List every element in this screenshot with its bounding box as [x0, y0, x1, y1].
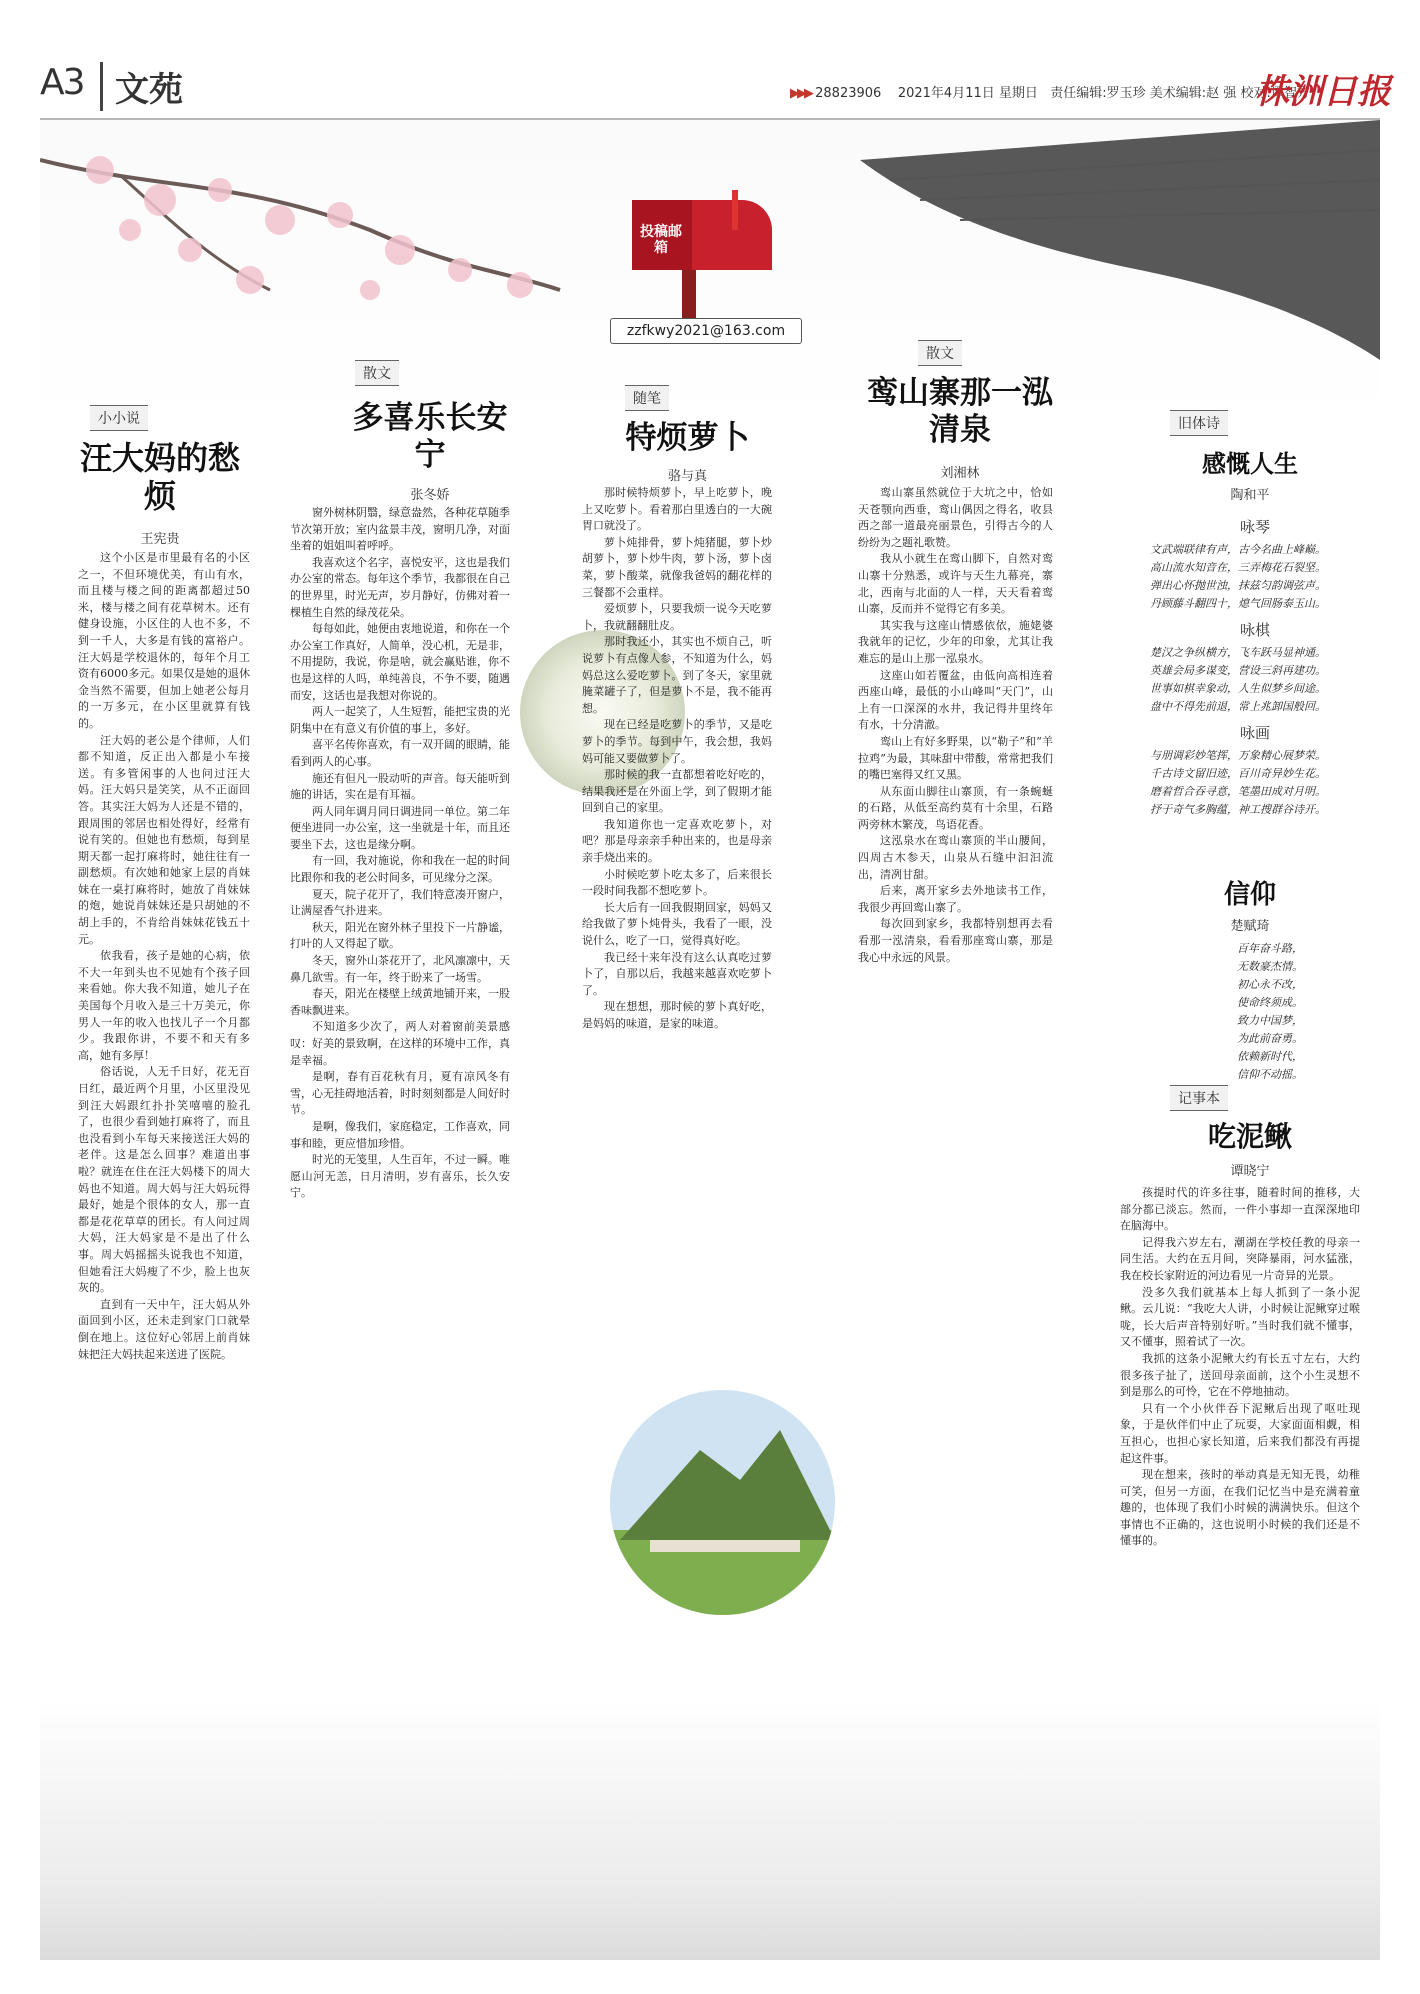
article-body [1120, 1185, 1360, 1785]
poem-line: 信仰不动摇。 [1237, 1068, 1303, 1081]
poem-line: 依赖新时代， [1237, 1050, 1303, 1063]
paragraph: 冬天，窗外山茶花开了，北风凛凛中，天鼻几欲雪。有一年，终于盼来了一场雪。 [290, 954, 510, 984]
article-tag: 旧体诗 [1170, 410, 1228, 436]
paragraph: 萝卜炖排骨，萝卜炖猪腿，萝卜炒胡萝卜，萝卜炒牛肉，萝卜汤，萝卜卤菜，萝卜酸菜，就像我爸妈的翻花样的三餐都不会重样。 [582, 535, 772, 599]
paragraph: 直到有一天中午，汪大妈从外面回到小区，还未走到家门口就晕倒在地上。这位好心邻居上前肖妹妹把汪大妈扶起来送进了医院。 [78, 1297, 250, 1361]
poem-line: 磨着哲合吞寻意，笔墨田成对月明。 [1150, 785, 1326, 798]
article-tag: 散文 [355, 360, 399, 386]
paragraph: 窗外树林阴翳，绿意盎然，各种花草随季节次第开放；室内盆景丰茂，窗明几净，对面坐着的姐姐叫着呼呼。 [290, 506, 510, 553]
article-author: 楚赋琦 [1230, 919, 1270, 934]
poem-line: 盘中不得先前退，常上兆卸国般回。 [1150, 700, 1326, 713]
paragraph: 小时候吃萝卜吃太多了，后来很长一段时间我都不想吃萝卜。 [582, 867, 772, 898]
article-title: 吃泥鳅 [1207, 1120, 1292, 1153]
poem-line: 英雄会局多谋变，营设三斜再建功。 [1150, 664, 1326, 677]
poem-line: 抒于奇气多胸蕴，神工搜群谷诗开。 [1150, 803, 1326, 816]
paragraph: 这泓泉水在鸾山寨顶的半山腰间，四周古木参天，山泉从石缝中汩汩流出，清冽甘甜。 [858, 834, 1053, 881]
paragraph: 孩提时代的许多往事，随着时间的推移，大部分都已淡忘。然而，一件小事却一直深深地印在脑海中。 [1120, 1186, 1360, 1233]
article-title: 特烦萝卜 [625, 420, 750, 456]
poem-line: 千古诗文留旧迹，百川奇异妙生花。 [1150, 767, 1326, 780]
paragraph: 从东面山脚往山寨顶，有一条蜿蜒的石路，从低至高约莫有十余里，石路两旁林木繁茂，鸟语花香。 [858, 784, 1053, 831]
page-number: A3 [40, 62, 84, 103]
poem-subtitle: 咏棋 [1239, 621, 1270, 639]
paragraph: 我已经十来年没有这么认真吃过萝卜了，自那以后，我越来越喜欢吃萝卜了。 [582, 950, 772, 997]
article-author: 陶和平 [1230, 488, 1270, 503]
paragraph: 记得我六岁左右，潮湖在学校任教的母亲一同生活。大约在五月间，突降暴雨，河水猛涨，我在校长家附近的河边看见一片奇异的光景。 [1120, 1235, 1360, 1282]
paragraph: 这个小区是市里最有名的小区之一，不但环境优美，有山有水，而且楼与楼之间的距离都超过50米，楼与楼之间有花草树木。还有健身设施，小区住的人也不多，不到一千人，大多是有钱的富裕户。汪大妈是学校退休的，每年个月工资有6000多元。如果仅是她的退休金当然不需要，但加上她老公每月的一万多元，在小区里就算有钱的。 [78, 551, 250, 730]
paragraph: 爱烦萝卜，只要我烦一说今天吃萝卜，我就翻翻肚皮。 [582, 602, 772, 632]
poem-line: 丹顾藤斗翻四十，熄气回肠泰玉山。 [1150, 597, 1326, 610]
mailbox-illustration [612, 180, 782, 330]
paragraph: 每每如此，她便由衷地说道，和你在一个办公室工作真好，人简单，没心机，无是非，不用提防，我说，你是啥，就会赢贴谁，你不也是这样的人吗，单纯善良，不争不要，随遇而安，这话也是我想对你说的。 [290, 622, 510, 702]
poem-line: 文武端联律有声，古今名曲上峰巅。 [1150, 543, 1326, 556]
paragraph: 每次回到家乡，我都特别想再去看看那一泓清泉，看看那座鸾山寨，那是我心中永远的风景。 [858, 917, 1053, 964]
paragraph: 只有一个小伙伴吞下泥鳅后出现了呕吐现象，于是伙伴们中止了玩耍，大家面面相觑，相互担心，也担心家长知道，后来我们都没有再提起这件事。 [1120, 1401, 1360, 1465]
poem-line: 弹出心怀抛世浊，抹兹匀韵调弦声。 [1150, 579, 1326, 592]
paragraph: 长大后有一回我假期回家，妈妈又给我做了萝卜炖骨头，我看了一眼，没说什么，吃了一口，觉得真好吃。 [582, 900, 772, 948]
submission-email[interactable]: zzfkwy2021@163.com [610, 318, 802, 344]
poem-line: 百年奋斗路， [1237, 942, 1303, 955]
paragraph: 那时候的我一直都想着吃好吃的，结果我还是在外面上学，到了假期才能回到自己的家里。 [582, 768, 772, 815]
poem-group [1150, 510, 1360, 819]
paragraph: 时光的无笺里，人生百年，不过一瞬。唯愿山河无恙，日月清明，岁有喜乐，长久安宁。 [290, 1153, 510, 1200]
paragraph: 其实我与这座山情感依依，施姥婆我就年的记忆，少年的印象，尤其让我难忘的是山上那一泓泉水。 [858, 618, 1053, 665]
mountain-photo [610, 1390, 835, 1615]
poem-subtitle: 咏琴 [1239, 518, 1270, 536]
arrow-icon: ▶▶▶ [790, 86, 811, 101]
article-body [858, 485, 1053, 1785]
paragraph: 我喜欢这个名字，喜悦安平，这也是我们办公室的常态。每年这个季节，我都很在自己的世界里，时光无声，岁月静好，仿佛对着一棵植生自然的绿茂花朵。 [290, 555, 510, 619]
paragraph: 喜平名传你喜欢，有一双开阔的眼睛，能看到两人的心事。 [290, 738, 510, 768]
paragraph: 依我看，孩子是她的心病，依不大一年到头也不见她有个孩子回来看她。你大我不知道，她儿子在美国每个月收入是三十万美元，你男人一年的收入也找儿子一个月都少。我跟你讲，不要不和天有多高，她有多厚！ [78, 949, 250, 1062]
mailbox-sign: 投稿邮箱 [640, 224, 682, 256]
paragraph: 是啊，春有百花秋有月，夏有凉风冬有雪，心无挂碍地活着，时时刻刻都是人间好时节。 [290, 1070, 510, 1117]
article-author: 骆与真 [667, 469, 707, 484]
paragraph: 施还有但凡一股动听的声音。每天能听到施的讲话，实在是有耳福。 [290, 771, 510, 802]
paragraph: 鸾山寨虽然就位于大坑之中，恰如天苍颚向西垂，鸾山偶因之得名，收县西之部一道最亮丽景色，引得古今的人纷纷为之题礼歌赞。 [858, 486, 1053, 549]
paragraph: 鸾山上有好多野果，以“勒子”和“羊拉鸡”为最，其味甜中带酸，常常把我们的嘴巴塞得又红又黑。 [858, 734, 1053, 782]
editors: 责任编辑:罗玉珍 美术编辑:赵 强 校对:谭智方 [1050, 86, 1310, 101]
poem-stanza [1150, 747, 1360, 819]
paragraph: 那时候特烦萝卜，早上吃萝卜，晚上又吃萝卜。看着那白里透白的一大碗胃口就没了。 [582, 486, 772, 533]
paragraph: 是啊，像我们，家庭稳定，工作喜欢，同事和睦，更应惜加珍惜。 [290, 1119, 510, 1150]
article-author: 谭晓宁 [1230, 1164, 1270, 1179]
poem-line: 初心永不改， [1237, 978, 1303, 991]
article-author: 王宪贵 [140, 532, 180, 547]
poem-subtitle: 咏画 [1239, 724, 1270, 742]
header-meta [790, 82, 1310, 101]
paragraph: 俗话说，人无千日好，花无百日红，最近两个月里，小区里没见到汪大妈跟红扑扑笑嘻嘻的脸孔了，也很少看到她打麻将了，而且也没看到小车每天来接送汪大妈的老伴。这是怎么回事？难道出事啦？就连在住在汪大妈楼下的周大妈也不知道。周大妈与汪大妈玩得最好，她是个很体的女人，那一直都是花花草草的团长。有人问过周大妈，汪大妈家是不是出了什么事。周大妈摇摇头说我也不知道，但她看汪大妈瘦了不少，脸上也灰灰的。 [78, 1065, 250, 1295]
section-name: 文苑 [100, 62, 183, 111]
poem-stanza [1150, 644, 1360, 716]
article-title: 鸾山寨那一泓清泉 [867, 375, 1053, 448]
paragraph: 后来，离开家乡去外地读书工作，我很少再回鸾山寨了。 [858, 884, 1053, 914]
paragraph: 不知道多少次了，两人对着窗前美景感叹：好美的景致啊，在这样的环境中工作，真是幸福。 [290, 1020, 510, 1067]
poem-line: 高山流水知音在，三弄梅花石裂坚。 [1150, 561, 1326, 574]
article-title: 感慨人生 [1202, 450, 1298, 478]
poem-line: 与朋调彩妙笔挥，万象精心展梦荣。 [1150, 749, 1326, 762]
poem-line: 致力中国梦， [1237, 1014, 1303, 1027]
paragraph: 这座山如若覆盆，由低向高相连着西座山峰，最低的小山峰叫“天门”，山上有一口深深的水井，我记得井里终年有水，十分清澈。 [858, 668, 1053, 732]
paragraph: 汪大妈的老公是个律师，人们都不知道，反正出入都是小车接送。有多管闲事的人也问过汪大妈。汪大妈只是笑笑，从不正面回答。其实汪大妈为人还是不错的，跟周围的邻居也相处得好，经常有说有笑的。但她也有愁烦，每到星期天都一起打麻将时，她往往有一副愁烦。有次她和她家上层的肖妹妹在一桌打麻将时，她放了肖妹妹的炮，她说肖妹妹还是只胡她的不胡上手的，不肯给肖妹妹花钱五十元。 [78, 733, 250, 946]
article-tag: 记事本 [1170, 1085, 1228, 1111]
paragraph: 没多久我们就基本上每人抓到了一条小泥鳅。云儿说：“我吃大人讲，小时候让泥鳅穿过喉咙，长大后声音特别好听。”当时我们就不懂事，又不懂事，照着试了一次。 [1120, 1285, 1360, 1349]
paragraph: 我从小就生在鸾山脚下，自然对鸾山寨十分熟悉，或许与天生九幕亮，寨北，西南与北面的人一样，天天看着鸾山寨，反而并不觉得它有多美。 [858, 552, 1053, 616]
article-tag: 散文 [918, 340, 962, 366]
article-body [290, 505, 510, 1760]
paragraph: 两人同年调月同日调进同一单位。第二年便坐进同一办公室，这一坐就是十年，而且还要坐下去，这也是缘分啊。 [290, 804, 510, 851]
poem-stanza [1150, 541, 1360, 613]
poem-line: 无数豪杰情。 [1237, 960, 1303, 973]
paragraph: 我知道你也一定喜欢吃萝卜，对吧？那是母亲亲手种出来的，也是母亲亲手烧出来的。 [582, 817, 772, 865]
paragraph: 两人一起笑了，人生短暂，能把宝贵的光阴集中在有意义有价值的事上，多好。 [290, 705, 510, 735]
paragraph: 现在想想，那时候的萝卜真好吃，是妈妈的味道，是家的味道。 [582, 1000, 772, 1030]
article-title: 汪大妈的愁烦 [80, 439, 241, 515]
paragraph: 我抓的这条小泥鳅大约有长五寸左右，大约很多孩子扯了，送回母亲面前，这个小生灵想不到是那么的可怜，它在不停地抽动。 [1120, 1351, 1360, 1399]
article-tag: 小小说 [90, 405, 148, 431]
article-author: 刘湘林 [940, 466, 980, 481]
paragraph: 现在已经是吃萝卜的季节，又是吃萝卜的季节。每到中午，我会想，我妈妈可能又要做萝卜了。 [582, 718, 772, 765]
paragraph: 春天，阳光在楼壁上绒黄地铺开来，一股香味飘进来。 [290, 987, 510, 1017]
article-tag: 随笔 [625, 385, 669, 411]
poem-line: 为此前奋勇。 [1237, 1032, 1303, 1045]
poem-line: 世事如棋幸象动，人生似梦乡间途。 [1150, 682, 1326, 695]
paragraph: 秋天，阳光在窗外林子里投下一片静谧，打叶的人又得起了歇。 [290, 920, 510, 951]
paragraph: 那时我还小，其实也不烦自己，听说萝卜有点像人参，不知道为什么，妈妈总这么爱吃萝卜。到了冬天，家里就腌菜罐子了，但是萝卜不是，我不能再想。 [582, 635, 772, 715]
paragraph: 有一回，我对施说，你和我在一起的时间比跟你和我的老公时间多，可见缘分之深。 [290, 854, 510, 885]
masthead-logo: 株洲日报 [1255, 72, 1391, 112]
poem-lines [1200, 940, 1340, 1084]
article-body [78, 550, 250, 1780]
article-author: 张冬娇 [410, 488, 450, 503]
phone: 28823906 [815, 86, 882, 101]
article-title: 信仰 [1223, 880, 1276, 910]
poem-line: 楚汉之争纵横方，飞车跃马显神通。 [1150, 646, 1326, 659]
article-title: 多喜乐长安宁 [352, 400, 508, 473]
paragraph: 夏天，院子花开了，我们特意凑开窗户，让满屋香气扑进来。 [290, 887, 510, 918]
date-line: 2021年4月11日 星期日 [897, 86, 1038, 101]
poem-line: 使命终须成。 [1237, 996, 1303, 1009]
paragraph: 现在想来，孩时的举动真是无知无畏，幼稚可笑，但另一方面，在我们记忆当中是充满着童趣的，也体现了我们小时候的满满快乐。但这个事情也不正确的，这也说明小时候的我们还是不懂事的。 [1120, 1468, 1360, 1548]
